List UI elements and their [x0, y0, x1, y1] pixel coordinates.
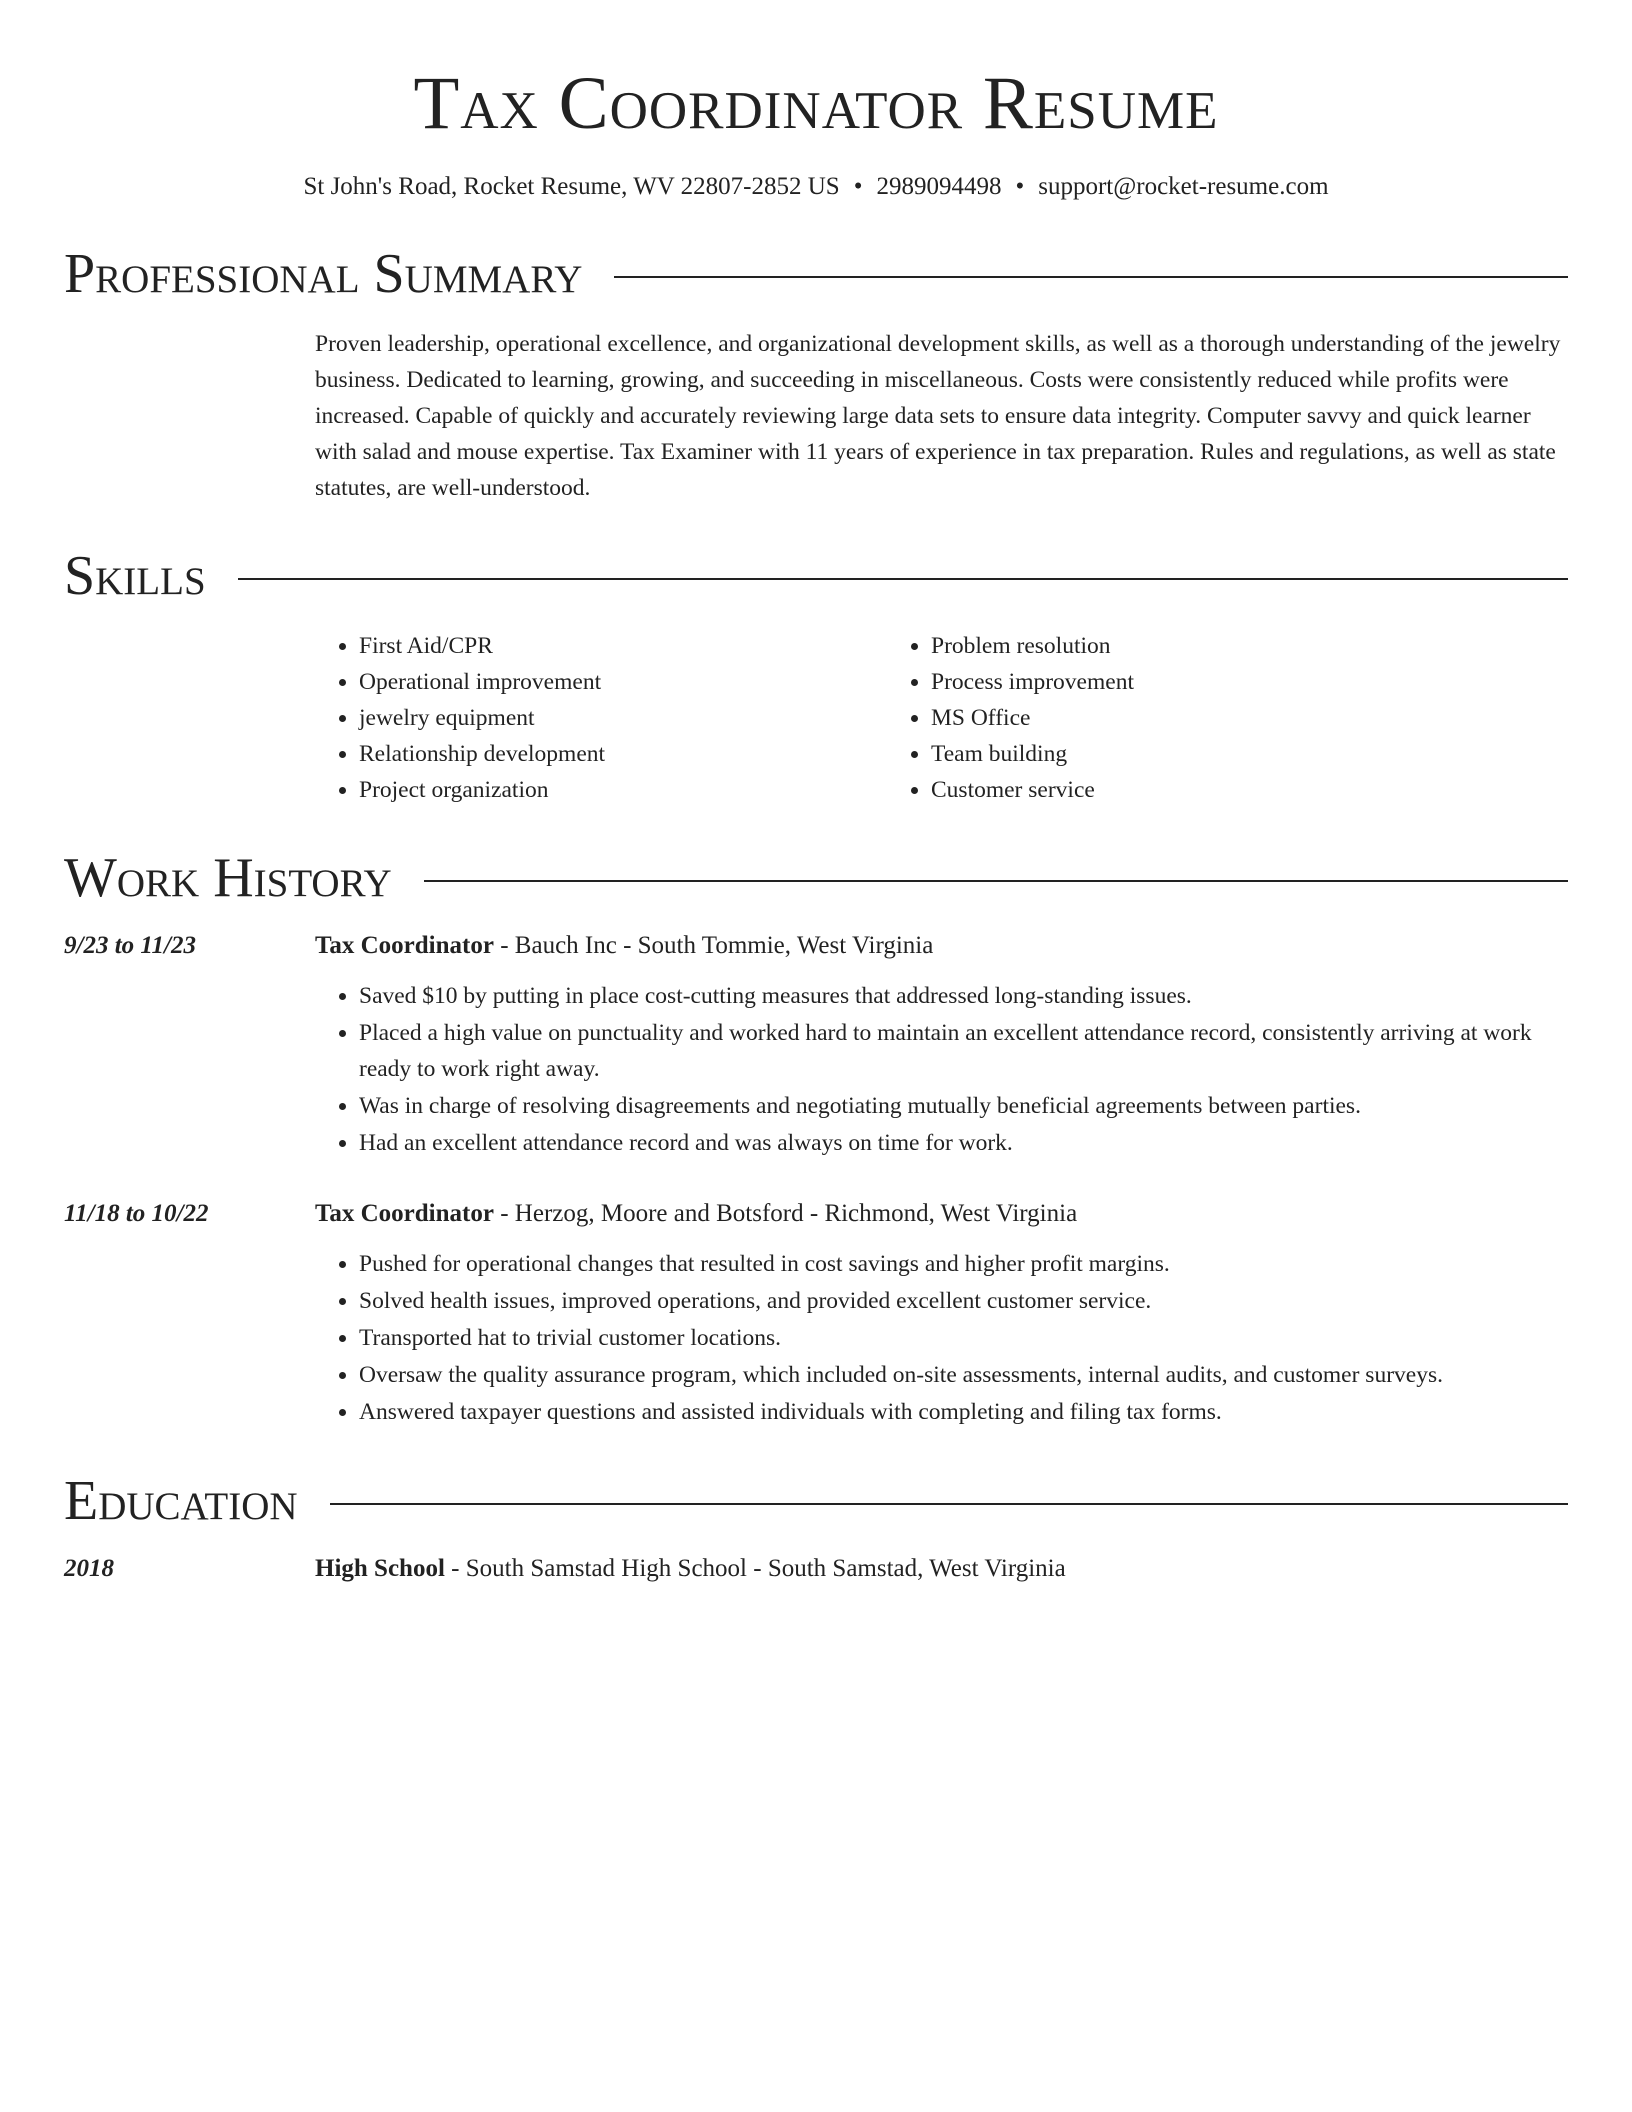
section-header-work — [64, 846, 1568, 910]
section-header-skills — [64, 544, 1568, 608]
job-date: 9/23 to 11/23 — [64, 932, 196, 959]
contact-separator: • — [853, 173, 863, 200]
section-divider — [424, 880, 1568, 882]
resume-title: Tax Coordinator Resume — [413, 62, 1219, 145]
job-bullet: • Oversaw the quality assurance program, which included on-site assessments, internal audits, and customer surveys. — [359, 1357, 1568, 1393]
contact-separator: • — [1015, 173, 1025, 200]
job-heading — [315, 928, 1568, 964]
section-divider — [614, 276, 1568, 278]
job-bullet: • Pushed for operational changes that resulted in cost savings and higher profit margins. — [359, 1246, 1568, 1282]
education-degree: High School — [315, 1555, 445, 1582]
job-entry — [64, 1196, 1568, 1431]
job-body — [315, 928, 1568, 1162]
job-bullet: • Solved health issues, improved operations, and provided excellent customer service. — [359, 1283, 1568, 1319]
skill-item: • Relationship development — [359, 736, 887, 772]
skill-item: • Problem resolution — [931, 628, 1459, 664]
skill-item: • MS Office — [931, 700, 1459, 736]
section-header-summary — [64, 242, 1568, 306]
skill-item: • First Aid/CPR — [359, 628, 887, 664]
job-entry — [64, 928, 1568, 1162]
section-title-summary: Professional Summary — [64, 243, 583, 305]
job-bullet: • Was in charge of resolving disagreements and negotiating mutually beneficial agreements between parties. — [359, 1088, 1568, 1124]
education-heading — [315, 1551, 1568, 1587]
education-entry — [64, 1551, 1568, 1587]
skill-item: • Team building — [931, 736, 1459, 772]
skill-item: • Operational improvement — [359, 664, 887, 700]
contact-email: support@rocket-resume.com — [1038, 173, 1329, 200]
education-details: - South Samstad High School - South Samstad, West Virginia — [444, 1555, 1066, 1582]
job-role: Tax Coordinator — [315, 1200, 494, 1227]
skill-item: • Project organization — [359, 772, 887, 808]
job-heading — [315, 1196, 1568, 1232]
skills-column-right — [887, 628, 1459, 808]
job-bullet: • Had an excellent attendance record and was always on time for work. — [359, 1125, 1568, 1161]
job-bullet: • Transported hat to trivial customer locations. — [359, 1320, 1568, 1356]
contact-line — [64, 170, 1568, 204]
skills-column-left — [315, 628, 887, 808]
section-title-education: Education — [64, 1470, 298, 1532]
section-title-skills: Skills — [64, 545, 206, 607]
education-body — [315, 1551, 1568, 1587]
job-details: - Bauch Inc - South Tommie, West Virginia — [493, 932, 934, 959]
section-divider — [330, 1503, 1568, 1505]
education-date: 2018 — [64, 1555, 114, 1582]
skill-item: • Customer service — [931, 772, 1459, 808]
section-title-work: Work History — [64, 847, 392, 909]
job-bullets — [315, 978, 1568, 1161]
job-bullet: • Answered taxpayer questions and assisted individuals with completing and filing tax forms. — [359, 1394, 1568, 1430]
section-divider — [238, 578, 1568, 580]
job-date: 11/18 to 10/22 — [64, 1200, 209, 1227]
skill-item: • Process improvement — [931, 664, 1459, 700]
contact-address: St John's Road, Rocket Resume, WV 22807-2852 US — [303, 173, 840, 200]
job-details: - Herzog, Moore and Botsford - Richmond, West Virginia — [493, 1200, 1078, 1227]
job-body — [315, 1196, 1568, 1431]
section-header-education — [64, 1469, 1568, 1533]
skill-item: • jewelry equipment — [359, 700, 887, 736]
skills-list — [315, 628, 1568, 808]
job-role: Tax Coordinator — [315, 932, 494, 959]
job-bullet: • Saved $10 by putting in place cost-cutting measures that addressed long-standing issues. — [359, 978, 1568, 1014]
job-bullet: • Placed a high value on punctuality and worked hard to maintain an excellent attendance record, consistently arriving at work ready to work right away. — [359, 1015, 1568, 1087]
contact-phone: 2989094498 — [876, 173, 1002, 200]
job-bullets — [315, 1246, 1568, 1430]
summary-text: Proven leadership, operational excellence, and organizational development skills, as well as a thorough understanding of the jewelry business. Dedicated to learning, growing, and succeeding in miscellaneous. Costs were consistently reduced while profits were increased. Capable of quickly and accurately reviewing large data sets to ensure data integrity. Computer savvy and quick learner with salad and mouse expertise. Tax Examiner with 11 years of experience in tax preparation. Rules and regulations, as well as state statutes, are well-understood. — [315, 331, 1561, 501]
